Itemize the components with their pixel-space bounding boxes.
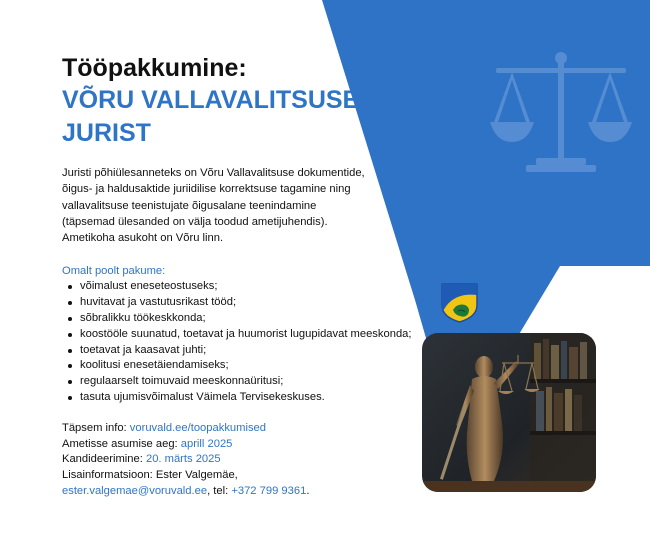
offer-item: toetavat ja kaasavat juhti;	[80, 343, 412, 359]
scales-of-justice-icon	[488, 50, 634, 180]
offer-item: huvitavat ja vastutusrikast tööd;	[80, 295, 412, 311]
intro-line: (täpsemad ülesanded on välja toodud ametijuhendis).	[62, 215, 328, 228]
start-date-line	[62, 437, 412, 453]
offers-list	[62, 279, 412, 405]
offers-heading: Omalt poolt pakume:	[62, 265, 166, 278]
phone-link[interactable]: +372 799 9361	[231, 485, 307, 498]
more-info-line	[62, 421, 412, 437]
title-position: JURIST	[62, 119, 151, 147]
intro-line: Juristi põhiülesanneteks on Võru Vallavalitsuse dokumentide,	[62, 167, 365, 179]
contact-details-line	[62, 484, 412, 500]
title-label: Tööpakkumine:	[62, 54, 247, 82]
email-link[interactable]: ester.valgemae@voruvald.ee	[62, 485, 208, 498]
intro-line: vallavalitsuse teenistujate õigusalane teenindamine	[62, 199, 317, 212]
offer-item: tasuta ujumisvõimalust Väimela Tervisekeskuses.	[80, 390, 412, 406]
intro-line: õigus- ja haldusaktide juriidilise korrektsuse tagamine ning	[62, 183, 351, 196]
contact-info	[62, 421, 412, 500]
more-info-label: Täpsem info:	[62, 421, 130, 434]
offer-item: koolitusi enesetäiendamiseks;	[80, 358, 412, 374]
voru-parish-coat-of-arms	[441, 283, 478, 323]
deadline-label: Kandideerimine:	[62, 453, 146, 466]
line-end: .	[306, 485, 310, 498]
more-info-link[interactable]: voruvald.ee/toopakkumised	[129, 421, 266, 434]
phone-label: , tel:	[207, 485, 232, 498]
title-organization: VÕRU VALLAVALITSUSE	[62, 86, 360, 114]
deadline-value: 20. märts 2025	[145, 453, 221, 466]
offer-item: võimalust eneseteostuseks;	[80, 279, 412, 295]
offer-item: regulaarselt toimuvaid meeskonnaüritusi;	[80, 374, 412, 390]
contact-person: Lisainformatsioon: Ester Valgemäe,	[62, 469, 238, 482]
intro-paragraph	[62, 165, 412, 246]
offer-item: koostööle suunatud, toetavat ja huumorist lugupidavat meeskonda;	[80, 327, 412, 343]
deadline-line	[62, 452, 412, 468]
lady-justice-statue-photo	[422, 333, 596, 492]
job-ad-content	[62, 52, 412, 500]
offer-item: sõbralikku töökeskkonda;	[80, 311, 412, 327]
start-date-label: Ametisse asumise aeg:	[62, 437, 181, 450]
start-date-value: aprill 2025	[180, 437, 233, 450]
intro-line: Ametikoha asukoht on Võru linn.	[62, 232, 224, 245]
